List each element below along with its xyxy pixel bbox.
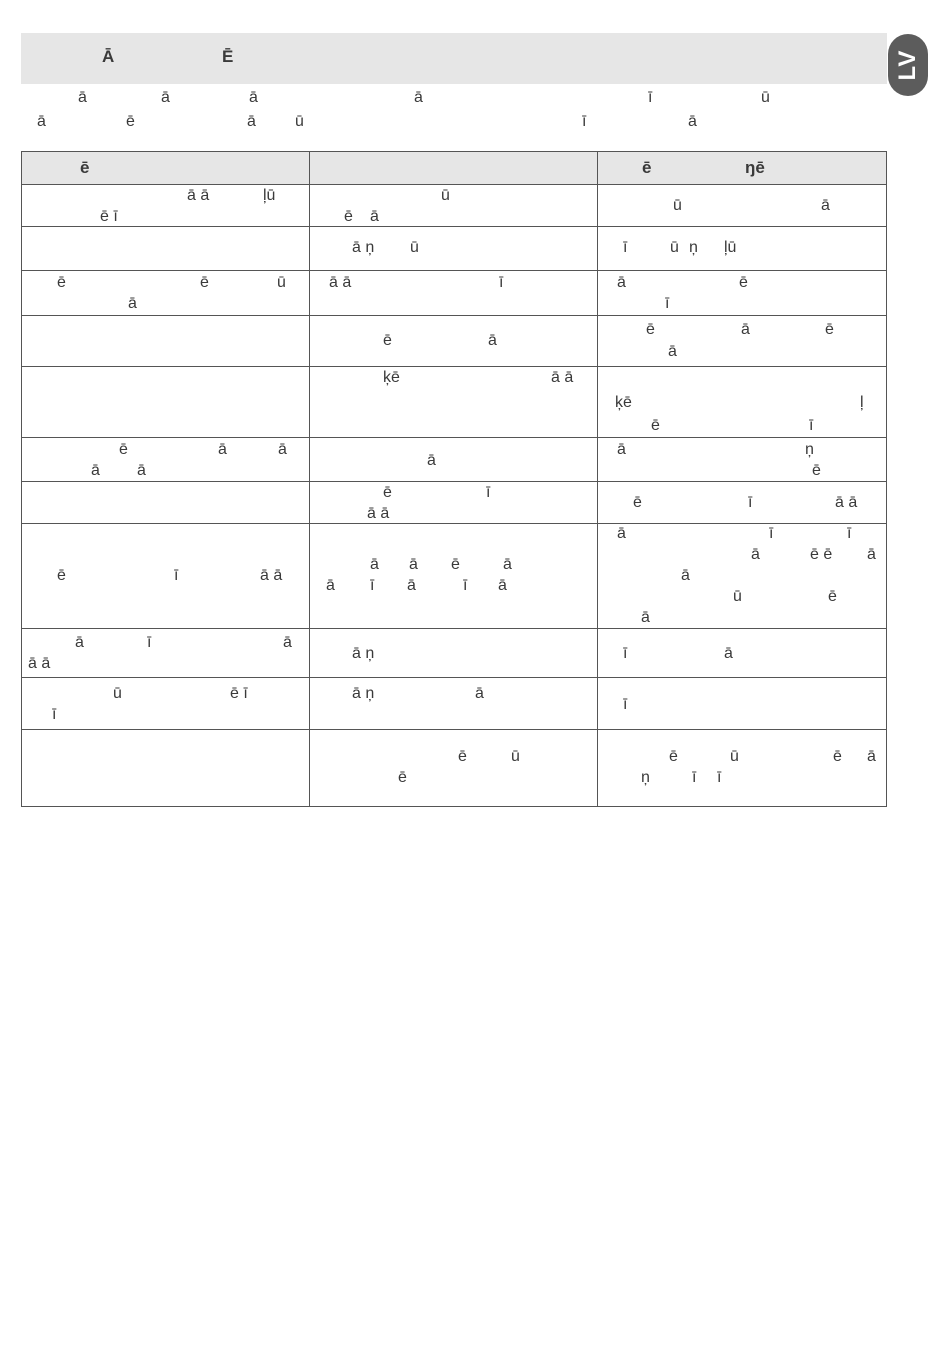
table-cell <box>22 316 310 367</box>
cell-glyph: ā <box>867 748 876 765</box>
table-cell <box>22 227 310 271</box>
column-header-text: ē <box>80 158 90 177</box>
intro-glyph: ū <box>761 89 770 106</box>
cell-glyph: ī <box>370 577 375 594</box>
cell-glyph: ē <box>119 441 128 458</box>
cell-glyph: ī <box>847 525 852 542</box>
cell-glyph: ā <box>326 577 335 594</box>
column-header <box>598 152 887 185</box>
cell-glyph: ī <box>52 706 57 723</box>
cell-glyph: ā <box>283 634 292 651</box>
cell-glyph: ā ā <box>551 369 574 386</box>
cell-glyph: ā <box>867 546 876 563</box>
cell-glyph: ī <box>499 274 504 291</box>
cell-glyph: ā <box>821 197 830 214</box>
table-cell <box>310 271 598 316</box>
cell-glyph: ā <box>218 441 227 458</box>
cell-glyph: ā ņ <box>352 239 375 256</box>
table-cell <box>310 185 598 227</box>
cell-glyph: ū <box>410 239 419 256</box>
cell-glyph: ī <box>623 645 628 662</box>
cell-glyph: ā <box>128 295 137 312</box>
cell-glyph: ī <box>486 484 491 501</box>
section-header-bar <box>21 33 887 84</box>
table-row <box>22 482 887 524</box>
cell-glyph: ē <box>200 274 209 291</box>
intro-glyph: ē <box>126 113 135 130</box>
cell-glyph: ī <box>717 769 722 786</box>
table-header-row <box>22 152 887 185</box>
cell-glyph: ā <box>617 525 626 542</box>
cell-glyph: ā <box>370 208 379 225</box>
cell-glyph: ņ <box>689 239 698 256</box>
column-header-text: ē <box>642 158 652 177</box>
table-cell <box>598 271 887 316</box>
cell-glyph: ā <box>407 577 416 594</box>
cell-glyph: ē <box>739 274 748 291</box>
cell-glyph: ū <box>733 588 742 605</box>
intro-glyph: ā <box>249 89 258 106</box>
intro-glyph: ū <box>295 113 304 130</box>
cell-glyph: ā <box>681 567 690 584</box>
cell-glyph: ā <box>724 645 733 662</box>
cell-glyph: ā <box>741 321 750 338</box>
cell-glyph: ē <box>651 417 660 434</box>
cell-glyph: ē ē <box>810 546 833 563</box>
cell-glyph: ē <box>646 321 655 338</box>
cell-glyph: ķē <box>383 369 400 386</box>
cell-glyph: ē <box>812 462 821 479</box>
cell-glyph: ļ <box>860 394 864 411</box>
cell-glyph: ī <box>665 295 670 312</box>
table-cell <box>310 482 598 524</box>
cell-glyph: ī <box>147 634 152 651</box>
cell-glyph: ā <box>475 685 484 702</box>
cell-glyph: ā ņ <box>352 685 375 702</box>
cell-glyph: ī <box>623 239 628 256</box>
table-cell <box>598 629 887 678</box>
table-cell <box>598 438 887 482</box>
table-cell <box>22 524 310 629</box>
table-cell <box>598 524 887 629</box>
header-title-part: Ē <box>222 47 234 66</box>
cell-glyph: ņ <box>805 441 814 458</box>
cell-glyph: ā <box>498 577 507 594</box>
cell-glyph: ū <box>730 748 739 765</box>
cell-glyph: ī <box>769 525 774 542</box>
cell-glyph: ļū <box>263 187 276 204</box>
cell-glyph: ē <box>57 567 66 584</box>
cell-glyph: ī <box>748 494 753 511</box>
cell-glyph: ī <box>174 567 179 584</box>
cell-glyph: ā <box>617 274 626 291</box>
cell-glyph: ī <box>809 417 814 434</box>
cell-glyph: ā <box>278 441 287 458</box>
table-cell <box>598 316 887 367</box>
table-row <box>22 316 887 367</box>
table-row <box>22 524 887 629</box>
intro-glyph: ā <box>688 113 697 130</box>
cell-glyph: ī <box>463 577 468 594</box>
cell-glyph: ē <box>398 769 407 786</box>
table-row <box>22 438 887 482</box>
table-cell <box>598 185 887 227</box>
cell-glyph: ķē <box>615 394 632 411</box>
intro-glyph: ī <box>648 89 653 106</box>
table-cell <box>598 482 887 524</box>
intro-glyph: ā <box>247 113 256 130</box>
table-row <box>22 271 887 316</box>
cell-glyph: ā <box>641 609 650 626</box>
cell-glyph: ā ā <box>367 505 390 522</box>
cell-glyph: ā <box>751 546 760 563</box>
cell-glyph: ī <box>623 696 628 713</box>
cell-glyph: ā ā <box>187 187 210 204</box>
table-cell <box>310 367 598 438</box>
table-cell <box>598 227 887 271</box>
table-cell <box>310 316 598 367</box>
table-row <box>22 185 887 227</box>
cell-glyph: ū <box>673 197 682 214</box>
cell-glyph: ē <box>383 484 392 501</box>
header-title-part: Ā <box>102 47 115 66</box>
cell-glyph: ū <box>511 748 520 765</box>
cell-glyph: ā ņ <box>352 645 375 662</box>
table-cell <box>310 629 598 678</box>
table-cell <box>22 629 310 678</box>
cell-glyph: ī <box>692 769 697 786</box>
cell-glyph: ē <box>451 556 460 573</box>
cell-glyph: ē <box>825 321 834 338</box>
table-row <box>22 678 887 730</box>
cell-glyph: ā <box>409 556 418 573</box>
table-row <box>22 227 887 271</box>
table-cell <box>598 678 887 730</box>
cell-glyph: ū <box>277 274 286 291</box>
cell-glyph: ā <box>668 343 677 360</box>
cell-glyph: ē <box>57 274 66 291</box>
cell-glyph: ā <box>503 556 512 573</box>
table-cell <box>22 185 310 227</box>
cell-glyph: ā <box>137 462 146 479</box>
cell-glyph: ē ī <box>230 685 248 702</box>
intro-glyph: ā <box>161 89 170 106</box>
cell-glyph: ā ā <box>260 567 283 584</box>
table-cell <box>22 271 310 316</box>
cell-glyph: ū <box>670 239 679 256</box>
table-cell <box>310 678 598 730</box>
column-header-text: ŋē <box>745 158 765 177</box>
cell-glyph: ļū <box>724 239 737 256</box>
table-row <box>22 629 887 678</box>
cell-glyph: ē ī <box>100 208 118 225</box>
language-tab <box>888 34 928 96</box>
intro-glyph: ā <box>78 89 87 106</box>
intro-glyph: ā <box>37 113 46 130</box>
table-cell <box>310 438 598 482</box>
cell-glyph: ā ā <box>329 274 352 291</box>
cell-glyph: ē <box>633 494 642 511</box>
cell-glyph: ē <box>833 748 842 765</box>
cell-glyph: ū <box>441 187 450 204</box>
cell-glyph: ā <box>91 462 100 479</box>
cell-glyph: ē <box>458 748 467 765</box>
cell-glyph: ē <box>383 332 392 349</box>
intro-glyph: ā <box>414 89 423 106</box>
table-cell <box>598 367 887 438</box>
cell-glyph: ņ <box>641 769 650 786</box>
intro-glyph: ī <box>582 113 587 130</box>
cell-glyph: ā <box>488 332 497 349</box>
cell-glyph: ā <box>75 634 84 651</box>
cell-glyph: ā <box>427 452 436 469</box>
table-cell <box>22 438 310 482</box>
cell-glyph: ē <box>828 588 837 605</box>
comparison-table <box>21 151 887 807</box>
table-cell <box>310 227 598 271</box>
table-row <box>22 730 887 807</box>
cell-glyph: ū <box>113 685 122 702</box>
table-cell <box>310 730 598 807</box>
cell-glyph: ā <box>370 556 379 573</box>
cell-glyph: ē <box>344 208 353 225</box>
intro-paragraph <box>21 86 887 138</box>
table-cell <box>22 367 310 438</box>
table-row <box>22 367 887 438</box>
cell-glyph: ā <box>617 441 626 458</box>
language-tab-label: LV <box>894 49 921 81</box>
table-cell <box>598 730 887 807</box>
table-cell <box>22 482 310 524</box>
column-header <box>310 152 598 185</box>
cell-glyph: ā ā <box>835 494 858 511</box>
table-cell <box>310 524 598 629</box>
cell-glyph: ā ā <box>28 655 51 672</box>
table-cell <box>22 730 310 807</box>
cell-glyph: ē <box>669 748 678 765</box>
table-cell <box>22 678 310 730</box>
column-header <box>22 152 310 185</box>
